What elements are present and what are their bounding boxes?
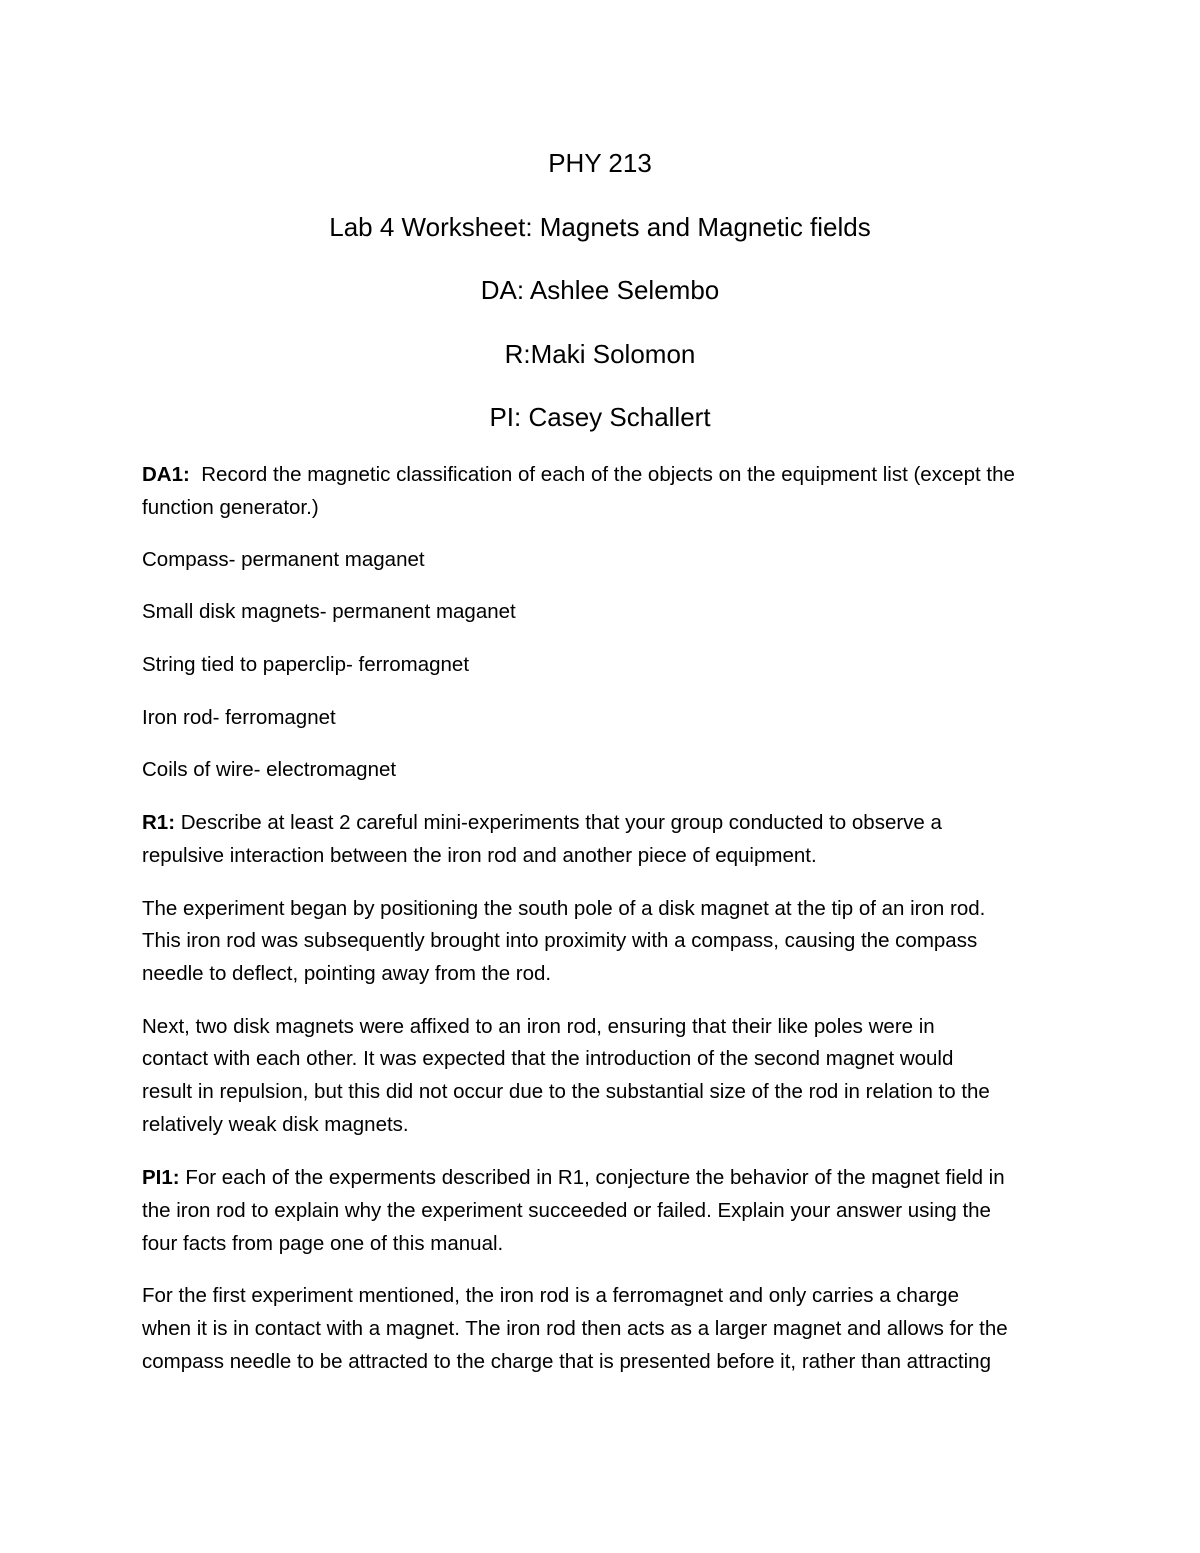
pi1-prompt-line-3: four facts from page one of this manual.	[142, 1232, 504, 1255]
pi1-prompt-text: For each of the experments described in R1, conjecture the behavior of the magnet field in	[185, 1166, 1005, 1189]
answer-line: The experiment began by positioning the south pole of a disk magnet at the tip of an iron rod.	[142, 897, 986, 920]
r1-prompt-line-2: repulsive interaction between the iron rod and another piece of equipment.	[142, 844, 817, 867]
pi1-prompt-line-1	[142, 1165, 1082, 1191]
r1-prompt-text: Describe at least 2 careful mini-experiments that your group conducted to observe a	[180, 811, 942, 834]
list-item: Small disk magnets- permanent maganet	[142, 600, 516, 623]
da1-prompt-text: Record the magnetic classification of each of the objects on the equipment list (except the	[201, 463, 1015, 486]
list-item: String tied to paperclip- ferromagnet	[142, 653, 470, 676]
r1-prompt-line-1	[142, 810, 1082, 836]
pi1-label: PI1:	[142, 1166, 180, 1189]
r1-label: R1:	[142, 811, 176, 834]
da1-label: DA1:	[142, 463, 190, 486]
worksheet-title: Lab 4 Worksheet: Magnets and Magnetic fields	[329, 212, 871, 242]
pi-name: PI: Casey Schallert	[489, 402, 711, 432]
da1-prompt-line-2: function generator.)	[142, 496, 319, 519]
da-name: DA: Ashlee Selembo	[480, 275, 720, 305]
answer-line: needle to deflect, pointing away from the rod.	[142, 962, 552, 985]
answer-line: Next, two disk magnets were affixed to an iron rod, ensuring that their like poles were in	[142, 1015, 935, 1038]
list-item: Iron rod- ferromagnet	[142, 706, 336, 729]
answer-line: when it is in contact with a magnet. The iron rod then acts as a larger magnet and allows for the	[142, 1317, 1008, 1340]
answer-line: For the first experiment mentioned, the iron rod is a ferromagnet and only carries a charge	[142, 1284, 959, 1307]
list-item: Coils of wire- electromagnet	[142, 758, 397, 781]
answer-line: relatively weak disk magnets.	[142, 1113, 409, 1136]
r-name: R:Maki Solomon	[504, 339, 696, 369]
course-title: PHY 213	[548, 148, 652, 178]
pi1-prompt-line-2: the iron rod to explain why the experiment succeeded or failed. Explain your answer using the	[142, 1199, 991, 1222]
answer-line: This iron rod was subsequently brought into proximity with a compass, causing the compass	[142, 929, 978, 952]
answer-line: contact with each other. It was expected that the introduction of the second magnet would	[142, 1047, 954, 1070]
list-item: Compass- permanent maganet	[142, 548, 425, 571]
answer-line: result in repulsion, but this did not occur due to the substantial size of the rod in relation to the	[142, 1080, 990, 1103]
da1-prompt-line-1	[142, 462, 1082, 488]
answer-line: compass needle to be attracted to the charge that is presented before it, rather than attracting	[142, 1350, 991, 1373]
